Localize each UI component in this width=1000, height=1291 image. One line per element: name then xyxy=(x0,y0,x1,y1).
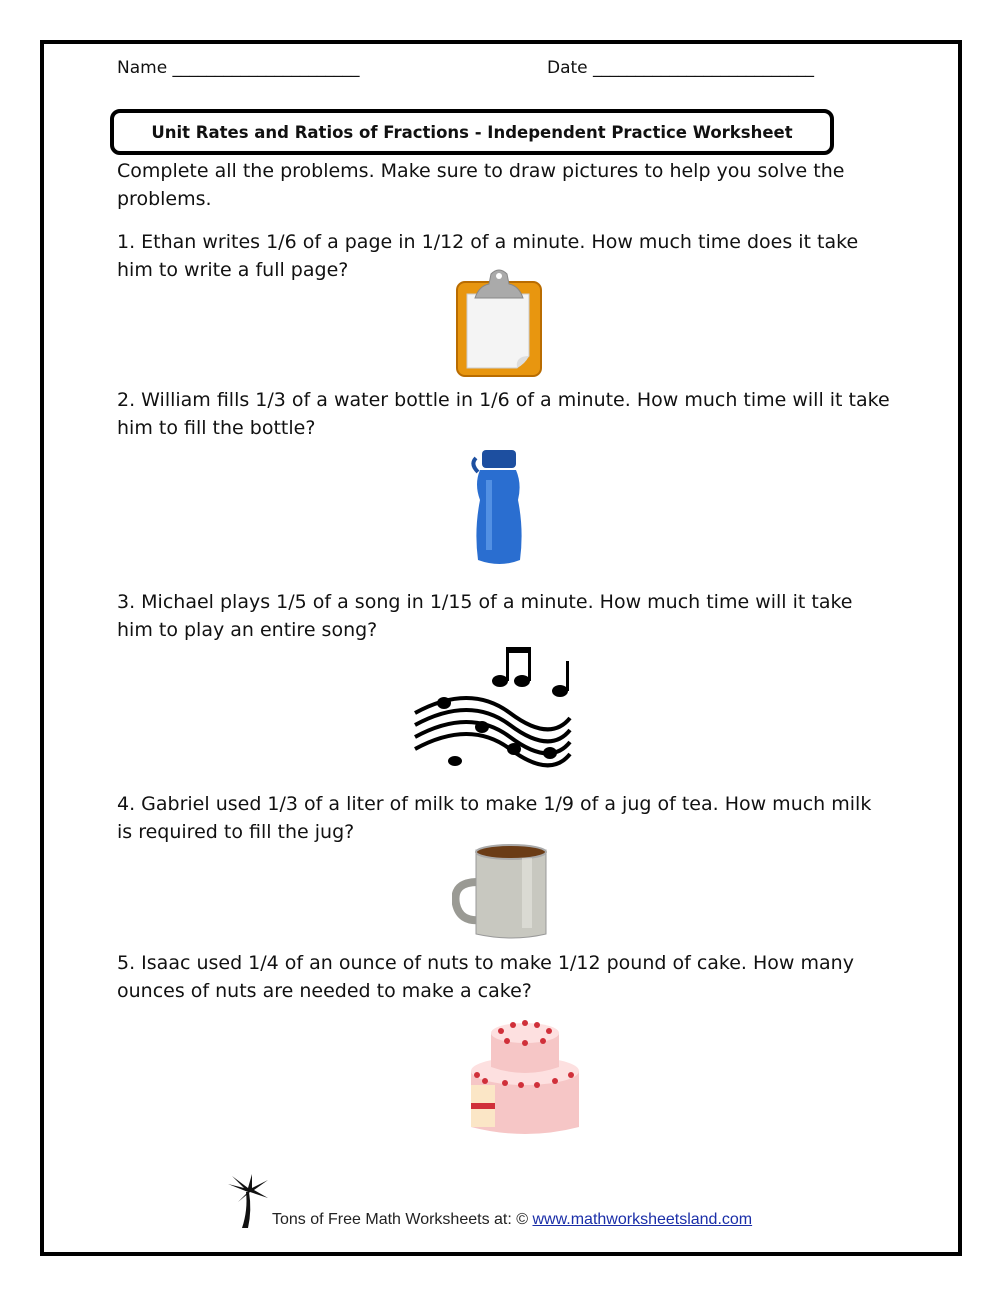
problem-1: 1. Ethan writes 1/6 of a page in 1/12 of a minute. How much time does it take him to write a full page? xyxy=(117,231,859,281)
clipboard-icon xyxy=(455,268,543,382)
footer xyxy=(272,1211,752,1229)
instructions: Complete all the problems. Make sure to draw pictures to help you solve the problems. xyxy=(117,160,845,210)
cake-icon xyxy=(465,1015,585,1141)
music-notes-icon xyxy=(410,643,580,772)
footer-text: Tons of Free Math Worksheets at: © xyxy=(272,1211,533,1228)
worksheet-title: Unit Rates and Ratios of Fractions - Independent Practice Worksheet xyxy=(110,109,834,155)
problem-3: 3. Michael plays 1/5 of a song in 1/15 of a minute. How much time will it take him to play an entire song? xyxy=(117,591,853,641)
problem-5: 5. Isaac used 1/4 of an ounce of nuts to make 1/12 pound of cake. How many ounces of nuts are needed to make a cake? xyxy=(117,952,854,1002)
mug-icon xyxy=(452,842,552,946)
footer-link[interactable]: www.mathworksheetsland.com xyxy=(532,1211,753,1228)
name-field[interactable]: Name ______________________ xyxy=(117,58,360,78)
palm-tree-icon xyxy=(224,1174,270,1234)
water-bottle-icon xyxy=(470,450,526,572)
problem-2: 2. William fills 1/3 of a water bottle in 1/6 of a minute. How much time will it take him to fill the bottle? xyxy=(117,389,890,439)
date-field[interactable]: Date __________________________ xyxy=(547,58,815,78)
problem-4: 4. Gabriel used 1/3 of a liter of milk to make 1/9 of a jug of tea. How much milk is required to fill the jug? xyxy=(117,793,872,843)
